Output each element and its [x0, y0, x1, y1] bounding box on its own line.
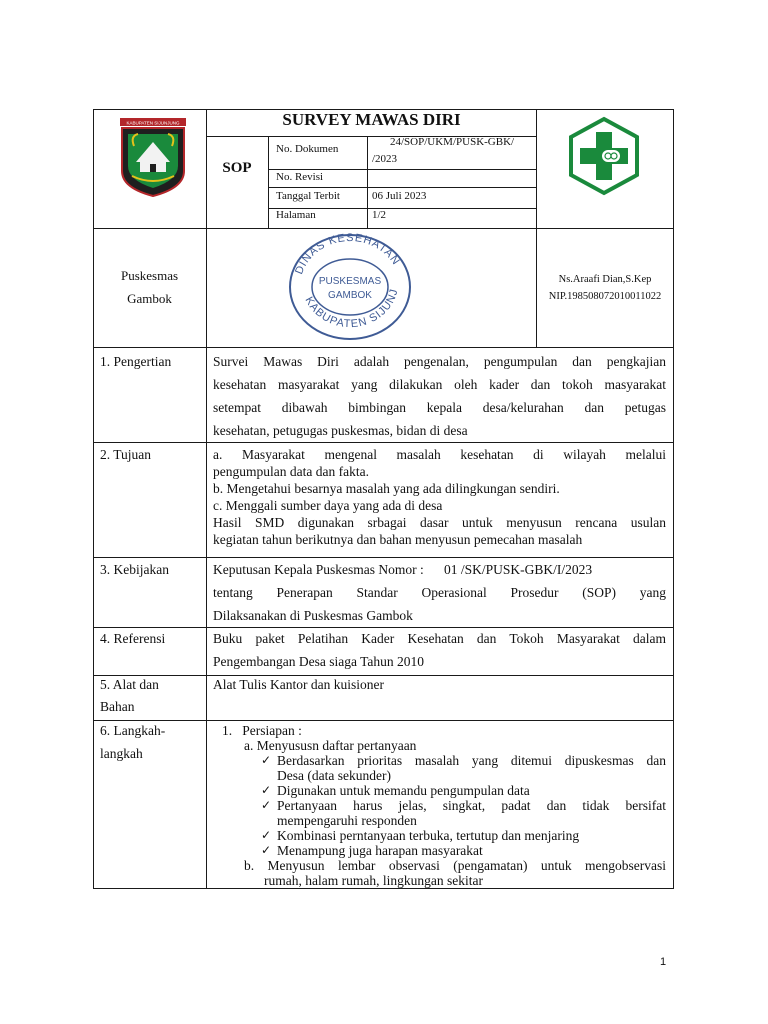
field-value-halaman: 1/2 [372, 209, 387, 221]
stamp-inner-line1: PUSKESMAS [318, 276, 382, 287]
referensi-line-1: Buku paket Pelatihan Kader Kesehatan dan Tokoh Masyarakat dalam [213, 631, 666, 646]
tujuan-line-6: kegiatan tahun berikutnya dan bahan menyusun pemecahan masalah [213, 532, 583, 547]
unit-name-line2: Gambok [127, 291, 172, 306]
pengertian-line-2: kesehatan masyarakat yang dilakukan oleh kader dan tokoh masyarakat [213, 377, 666, 392]
field-label-halaman: Halaman [276, 209, 316, 221]
section-label-referensi: 4. Referensi [100, 631, 166, 646]
section-label-langkah-1: 6. Langkah- [100, 723, 166, 738]
unit-name-line1: Puskesmas [120, 268, 179, 283]
field-label-tanggal-terbit: Tanggal Terbit [276, 190, 340, 202]
signer-name: Ns.Araafi Dian,S.Kep [558, 274, 652, 285]
langkah-check-3-cont: mempengaruhi responden [277, 813, 417, 828]
langkah-check-4: ✓ Kombinasi perntanyaan terbuka, tertutup dan menjaring [277, 827, 579, 844]
field-label-no-revisi: No. Revisi [276, 171, 324, 183]
section-label-langkah-2: langkah [100, 746, 143, 761]
field-label-no-dokumen: No. Dokumen [276, 143, 339, 155]
signer-nip: NIP.198508072010011022 [548, 291, 662, 302]
pengertian-line-1: Survei Mawas Diri adalah pengenalan, pengumpulan dan pengkajian [213, 354, 666, 369]
section-label-kebijakan: 3. Kebijakan [100, 562, 169, 577]
regency-logo [118, 116, 188, 198]
svg-text:KABUPATEN SIJUNJUNG: KABUPATEN SIJUNJ [302, 287, 401, 331]
section-label-pengertian: 1. Pengertian [100, 354, 172, 369]
document-title: SURVEY MAWAS DIRI [282, 110, 461, 129]
sop-label: SOP [222, 160, 252, 176]
langkah-check-5: ✓ Menampung juga harapan masyarakat [277, 842, 483, 859]
stamp-inner-line2: GAMBOK [328, 290, 372, 301]
referensi-line-2: Pengembangan Desa siaga Tahun 2010 [213, 654, 425, 669]
section-label-alat-1: 5. Alat dan [100, 677, 159, 692]
puskesmas-logo [564, 116, 644, 196]
logo-banner-text: KABUPATEN SIJUNJUNG [126, 120, 180, 126]
pengertian-line-3: setempat dibawah bimbingan kepala desa/kelurahan dan petugas [213, 400, 666, 415]
alat-text: Alat Tulis Kantor dan kuisioner [213, 677, 384, 692]
field-value-no-dokumen-2: /2023 [372, 153, 398, 165]
langkah-step-1a: a. Menyususn daftar pertanyaan [244, 738, 417, 753]
kebijakan-line-2: tentang Penerapan Standar Operasional Prosedur (SOP) yang [213, 585, 666, 600]
tujuan-line-4: c. Menggali sumber daya yang ada di desa [213, 498, 443, 513]
section-label-alat-2: Bahan [100, 699, 135, 714]
tujuan-line-3: b. Mengetahui besarnya masalah yang ada dilingkungan sendiri. [213, 481, 560, 496]
langkah-step-1b-1: b. Menyusun lembar observasi (pengamatan) untuk mengobservasi [244, 858, 666, 873]
langkah-check-2: ✓ Digunakan untuk memandu pengumpulan data [277, 782, 530, 799]
kebijakan-line-3: Dilaksanakan di Puskesmas Gambok [213, 608, 413, 623]
page-number: 1 [660, 956, 667, 968]
langkah-check-1: ✓ Berdasarkan prioritas masalah yang ditemui dipuskesmas dan [277, 752, 666, 769]
langkah-step-1: 1. Persiapan : [222, 723, 302, 738]
field-value-tanggal-terbit: 06 Juli 2023 [372, 190, 427, 202]
section-label-tujuan: 2. Tujuan [100, 447, 152, 462]
pengertian-line-4: kesehatan, petugugas puskesmas, bidan di desa [213, 423, 468, 438]
tujuan-line-5: Hasil SMD digunakan srbagai dasar untuk menyusun rencana usulan [213, 515, 666, 530]
field-value-no-dokumen-1: 24/SOP/UKM/PUSK-GBK/ [390, 136, 515, 148]
official-stamp [285, 232, 415, 342]
langkah-check-3: ✓ Pertanyaan harus jelas, singkat, padat dan tidak bersifat [277, 797, 666, 814]
tujuan-line-1: a. Masyarakat mengenal masalah kesehatan di wilayah melalui [213, 447, 666, 462]
langkah-check-1-cont: Desa (data sekunder) [277, 768, 391, 783]
kebijakan-line-1: Keputusan Kepala Puskesmas Nomor : 01 /SK/PUSK-GBK/I/2023 [213, 562, 593, 577]
langkah-step-1b-2: rumah, halam rumah, lingkungan sekitar [264, 873, 483, 888]
svg-text:DINAS KESEHATAN: DINAS KESEHATAN [293, 232, 403, 277]
tujuan-line-2: pengumpulan data dan fakta. [213, 464, 369, 479]
